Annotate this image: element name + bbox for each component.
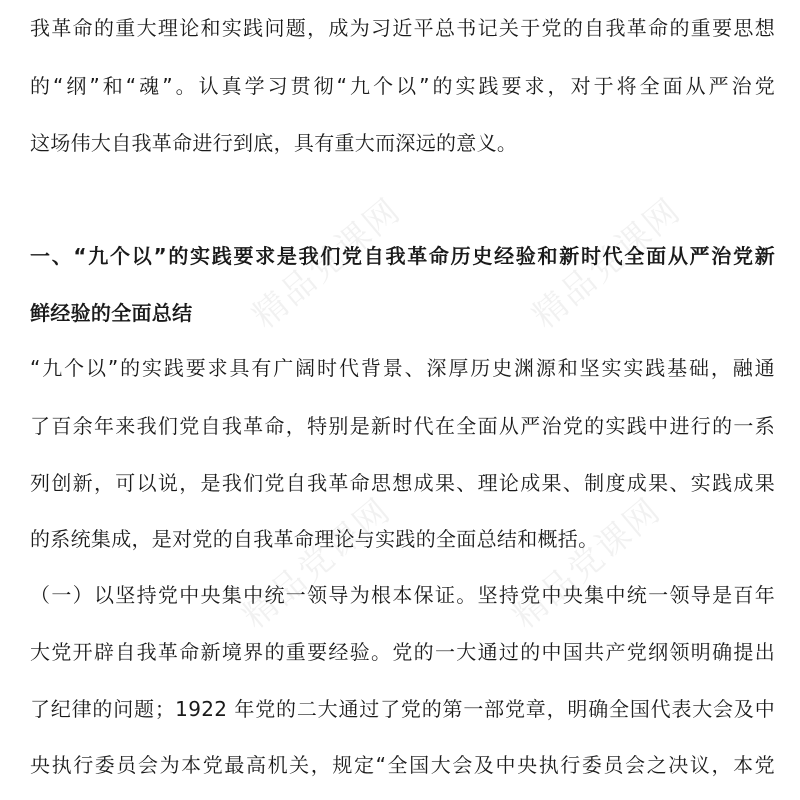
body-text-line: 大党开辟自我革命新境界的重要经验。党的一大通过的中国共产党纲领明确提出 [30, 640, 775, 664]
watermark: 精品党课网 [505, 490, 669, 637]
watermark: 精品党课网 [235, 490, 399, 637]
body-text-line: 了纪律的问题；1922 年党的二大通过了党的第一部党章，明确全国代表大会及中 [30, 697, 775, 721]
body-text-line: （一）以坚持党中央集中统一领导为根本保证。坚持党中央集中统一领导是百年 [30, 583, 775, 607]
body-text-line: 列创新，可以说，是我们党自我革命思想成果、理论成果、制度成果、实践成果 [30, 471, 775, 495]
watermark: 精品党课网 [525, 190, 689, 337]
body-text-line: 央执行委员会为本党最高机关，规定“全国大会及中央执行委员会之决议，本党 [30, 753, 775, 777]
section-heading: 鲜经验的全面总结 [30, 301, 193, 325]
body-text-line: 的“纲”和“魂”。认真学习贯彻“九个以”的实践要求，对于将全面从严治党 [30, 74, 775, 98]
body-text-line: 这场伟大自我革命进行到底，具有重大而深远的意义。 [30, 131, 518, 155]
body-text-line: 我革命的重大理论和实践问题，成为习近平总书记关于党的自我革命的重要思想 [30, 16, 775, 40]
body-text-line: “九个以”的实践要求具有广阔时代背景、深厚历史渊源和坚实实践基础，融通 [30, 356, 775, 380]
body-text-line: 的系统集成，是对党的自我革命理论与实践的全面总结和概括。 [30, 527, 599, 551]
body-text-line: 了百余年来我们党自我革命，特别是新时代在全面从严治党的实践中进行的一系 [30, 414, 775, 438]
section-heading: 一、“九个以”的实践要求是我们党自我革命历史经验和新时代全面从严治党新 [30, 244, 775, 268]
watermark: 精品党课网 [245, 190, 409, 337]
